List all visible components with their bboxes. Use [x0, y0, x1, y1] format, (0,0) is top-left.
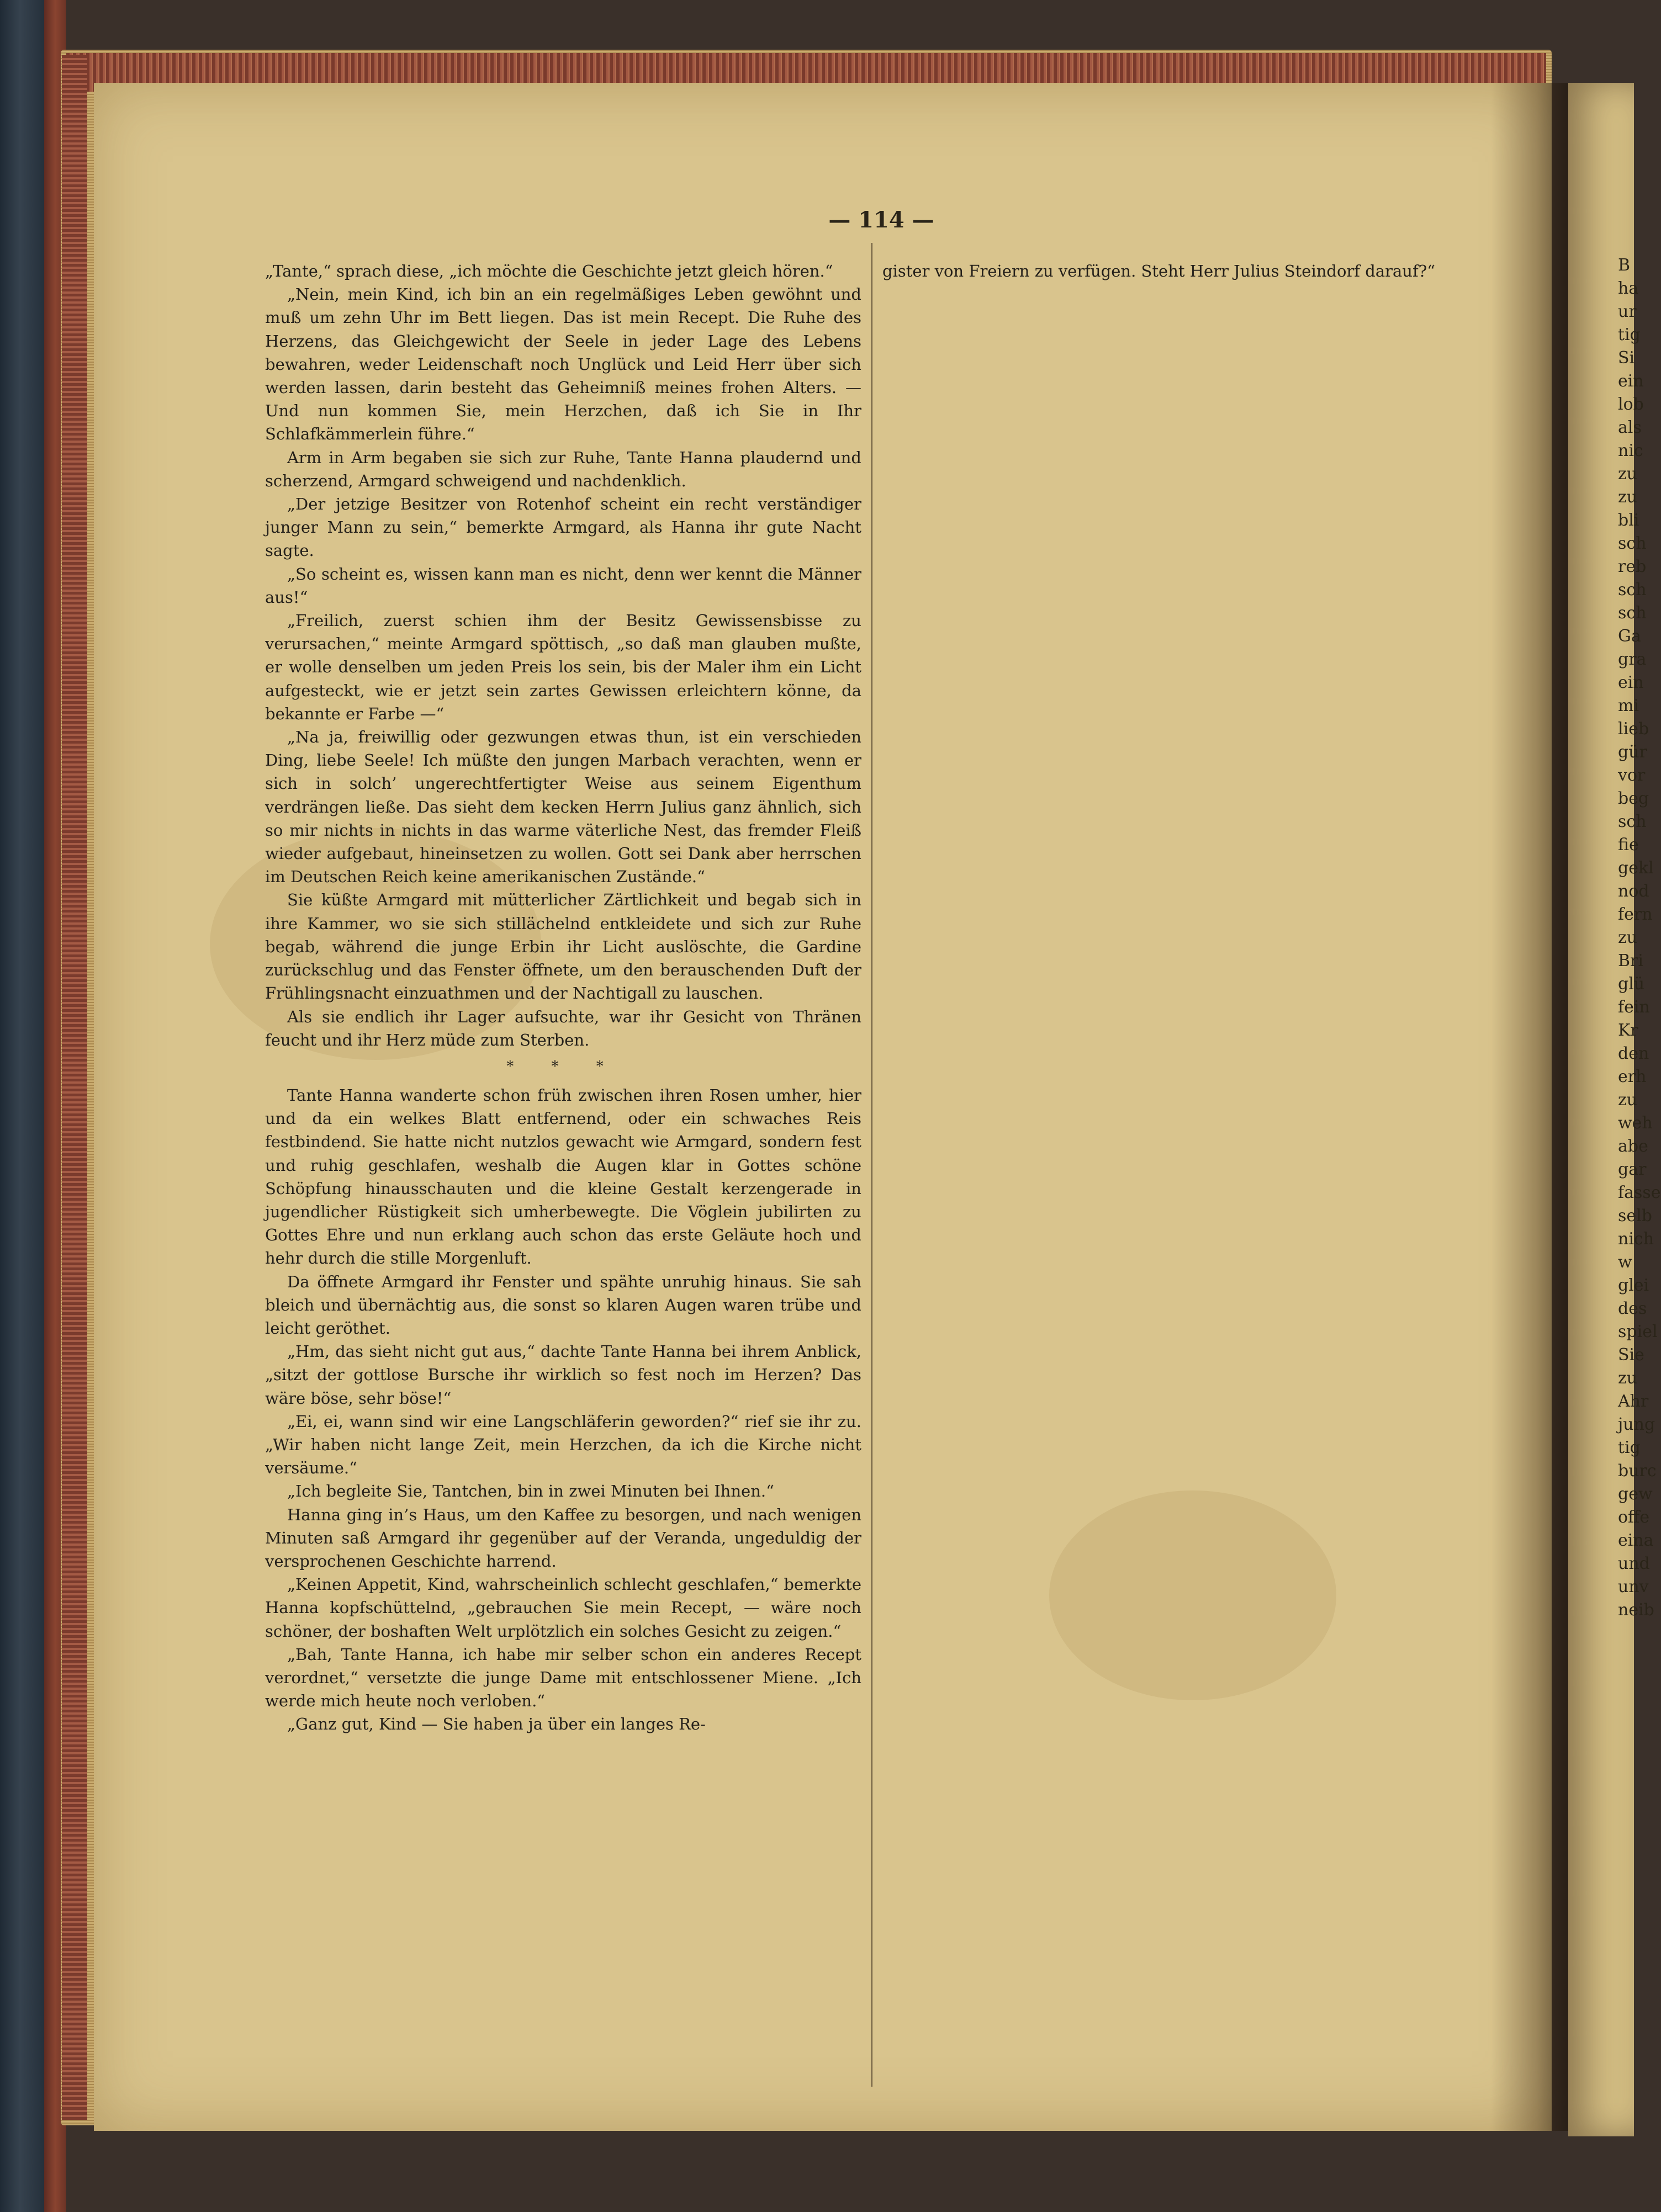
paragraph: „Tante,“ sprach diese, „ich möchte die Geschichte jetzt gleich hören.“	[265, 262, 833, 280]
facing-page-line: sch	[1618, 580, 1647, 600]
facing-page-line: nod	[1618, 882, 1649, 901]
facing-page-line: spiel	[1618, 1322, 1658, 1341]
facing-page-line: tig	[1618, 1438, 1641, 1457]
facing-page-line: zu	[1618, 487, 1638, 507]
paragraph: „Freilich, zuerst schien ihm der Besitz Gewissensbisse zu verursachen,“ meinte Armgard spöttisch, „so daß man glauben mußte, er wolle denselben um jeden Preis los sein, bis der Maler ihm ein Licht aufgesteckt, wie er jetzt sein zartes Gewissen erleichtern könne, da bekannte er Farbe —“	[265, 611, 861, 723]
facing-page-line: neib	[1618, 1600, 1654, 1620]
facing-page-line: gar	[1618, 1160, 1647, 1179]
facing-page-line: ein	[1618, 372, 1644, 391]
paragraph: „Ich begleite Sie, Tantchen, bin in zwei Minuten bei Ihnen.“	[287, 1482, 774, 1501]
facing-page-line: glü	[1618, 974, 1645, 994]
facing-page-line: reb	[1618, 557, 1647, 576]
facing-page-line: als	[1618, 418, 1642, 437]
facing-page-line: Bri	[1618, 951, 1643, 970]
left-column	[265, 259, 861, 1736]
book-spine	[0, 0, 44, 2212]
facing-page-line: lob	[1618, 395, 1644, 414]
facing-page-line: fie	[1618, 835, 1639, 855]
facing-page-line: Sie	[1618, 1345, 1644, 1365]
facing-page-line: sch	[1618, 534, 1647, 553]
facing-page-line: nic	[1618, 441, 1643, 460]
column-divider	[871, 243, 872, 2087]
facing-page-line: weh	[1618, 1113, 1653, 1133]
facing-page-line: zu	[1618, 928, 1638, 947]
paragraph: „Der jetzige Besitzer von Rotenhof scheint ein recht verständiger junger Mann zu sein,“ bemerkte Armgard, als Hanna ihr gute Nacht sagte.	[265, 495, 861, 560]
paragraph: Da öffnete Armgard ihr Fenster und spähte unruhig hinaus. Sie sah bleich und übernächtig aus, die sonst so klaren Augen waren trübe und leicht geröthet.	[265, 1272, 861, 1338]
facing-page-line: zu	[1618, 1090, 1638, 1110]
paragraph: „Ei, ei, wann sind wir eine Langschläferin geworden?“ rief sie ihr zu. „Wir haben nicht lange Zeit, mein Herzchen, da ich die Kirche nicht versäume.“	[265, 1412, 861, 1478]
facing-page-line: ein	[1618, 673, 1644, 692]
facing-page-line: beg	[1618, 789, 1649, 808]
facing-page-line: gekl	[1618, 858, 1654, 878]
facing-page-line: ur	[1618, 302, 1637, 321]
facing-page-line: eina	[1618, 1531, 1654, 1550]
paper-stain	[1049, 1490, 1336, 1700]
facing-page-line: Si	[1618, 348, 1635, 368]
facing-page-line: den	[1618, 1044, 1649, 1063]
facing-page-line: gür	[1618, 742, 1647, 762]
facing-page-line: glei	[1618, 1276, 1649, 1295]
facing-page-line: fasse	[1618, 1183, 1661, 1202]
paragraph: „So scheint es, wissen kann man es nicht, denn wer kennt die Männer aus!“	[265, 564, 861, 607]
facing-page-line: tig	[1618, 325, 1641, 344]
facing-page-line: sch	[1618, 603, 1647, 623]
facing-page-line: sch	[1618, 812, 1647, 831]
facing-page-line: lieb	[1618, 719, 1649, 739]
facing-page-line: gew	[1618, 1484, 1653, 1504]
facing-page-line: zu	[1618, 1368, 1638, 1388]
left-page-edge-stripe	[62, 55, 87, 2120]
facing-page-text	[1618, 254, 1661, 2076]
facing-page-line: erh	[1618, 1067, 1647, 1086]
facing-page-line: fein	[1618, 998, 1650, 1017]
facing-page-line: w	[1618, 1253, 1632, 1272]
facing-page-line: Ahr	[1618, 1392, 1649, 1411]
paragraph: Hanna ging in’s Haus, um den Kaffee zu besorgen, und nach wenigen Minuten saß Armgard ihr gegenüber auf der Veranda, ungeduldig der versprochenen Geschichte harrend.	[265, 1505, 861, 1571]
paragraph: Arm in Arm begaben sie sich zur Ruhe, Tante Hanna plaudernd und scherzend, Armgard schweigend und nachdenklich.	[265, 448, 861, 490]
paragraph: Als sie endlich ihr Lager aufsuchte, war ihr Gesicht von Thränen feucht und ihr Herz müde zum Sterben.	[265, 1007, 861, 1049]
paragraph: gister von Freiern zu verfügen. Steht Herr Julius Steindorf darauf?“	[882, 262, 1436, 280]
facing-page-line: und	[1618, 1554, 1650, 1573]
paragraph: Sie küßte Armgard mit mütterlicher Zärtlichkeit und begab sich in ihre Kammer, wo sie sich stillächelnd entkleidete und sich zur Ruhe begab, während die junge Erbin ihr Licht auslöschte, die Gardine zurückschlug und das Fenster öffnete, um den berauschenden Duft der Frühlingsnacht einzuathmen und der Nachtigall zu lauschen.	[265, 890, 861, 1003]
paragraph: „Keinen Appetit, Kind, wahrscheinlich schlecht geschlafen,“ bemerkte Hanna kopfschüttelnd, „gebrauchen Sie mein Recept, — wäre noch schöner, der boshaften Welt urplötzlich ein solches Gesicht zu zeigen.“	[265, 1575, 861, 1641]
facing-page-line: unv	[1618, 1577, 1649, 1596]
section-break: * * *	[506, 1058, 620, 1075]
right-column	[882, 259, 1490, 283]
facing-page-line: offe	[1618, 1508, 1650, 1527]
facing-page-line: fern	[1618, 905, 1653, 924]
paragraph: „Na ja, freiwillig oder gezwungen etwas thun, ist ein verschieden Ding, liebe Seele! Ich müßte den jungen Marbach verachten, wenn er sich in solch’ ungerechtfertigter Weise aus seinem Eigenthum verdrängen ließe. Das sieht dem kecken Herrn Julius ganz ähnlich, sich so mir nichts in nichts in das warme väterliche Nest, das fremder Fleiß wieder aufgebaut, hineinsetzen zu wollen. Gott sei Dank aber herrschen im Deutschen Reich keine amerikanischen Zustände.“	[265, 728, 861, 887]
facing-page-line: jung	[1618, 1415, 1655, 1434]
facing-page-line: mi	[1618, 696, 1639, 715]
facing-page-line: ha	[1618, 279, 1639, 298]
facing-page-line: abe	[1618, 1137, 1648, 1156]
facing-page-line: Kr	[1618, 1021, 1638, 1040]
facing-page-line: des	[1618, 1299, 1647, 1318]
paragraph: „Hm, das sieht nicht gut aus,“ dachte Tante Hanna bei ihrem Anblick, „sitzt der gottlose Bursche ihr wirklich so fest noch im Herzen? Das wäre böse, sehr böse!“	[265, 1342, 861, 1408]
facing-page-line: selb	[1618, 1206, 1652, 1226]
paragraph: Tante Hanna wanderte schon früh zwischen ihren Rosen umher, hier und da ein welkes Blatt entfernend, oder ein schwaches Reis festbindend. Sie hatte nicht nutzlos gewacht wie Armgard, sondern fest und ruhig geschlafen, weshalb die Augen klar in Gottes schöne Schöpfung hinausschauten und die kleine Gestalt kerzengerade in jugendlicher Rüstigkeit sich umherbewegte. Die Vöglein jubilirten zu Gottes Ehre und nun erklang auch schon das erste Geläute hoch und hehr durch die stille Morgenluft.	[265, 1085, 861, 1268]
facing-page-line: vor	[1618, 766, 1646, 785]
facing-page-line: zu	[1618, 464, 1638, 484]
facing-page-line: nich	[1618, 1229, 1654, 1249]
facing-page-line: burc	[1618, 1461, 1657, 1481]
gutter-shadow	[1491, 83, 1568, 2131]
facing-page-line: Ga	[1618, 627, 1641, 646]
paragraph: „Ganz gut, Kind — Sie haben ja über ein langes Re-	[287, 1715, 706, 1734]
facing-page-line: bli	[1618, 511, 1639, 530]
facing-page-line: gra	[1618, 650, 1647, 669]
page-number: — 114 —	[828, 207, 934, 233]
paragraph: „Nein, mein Kind, ich bin an ein regelmäßiges Leben gewöhnt und muß um zehn Uhr im Bett liegen. Das ist mein Recept. Die Ruhe des Herzens, das Gleichgewicht der Seele in jeder Lage des Lebens bewahren, weder Leidenschaft noch Unglück und Leid Herr über sich werden lassen, darin besteht das Geheimniß meines frohen Alters. — Und nun kommen Sie, mein Herzchen, daß ich Sie in Ihr Schlafkämmerlein führe.“	[265, 285, 861, 444]
paragraph: „Bah, Tante Hanna, ich habe mir selber schon ein anderes Recept verordnet,“ versetzte die junge Dame mit entschlossener Miene. „Ich werde mich heute noch verloben.“	[265, 1645, 861, 1711]
facing-page-line: B	[1618, 256, 1631, 275]
